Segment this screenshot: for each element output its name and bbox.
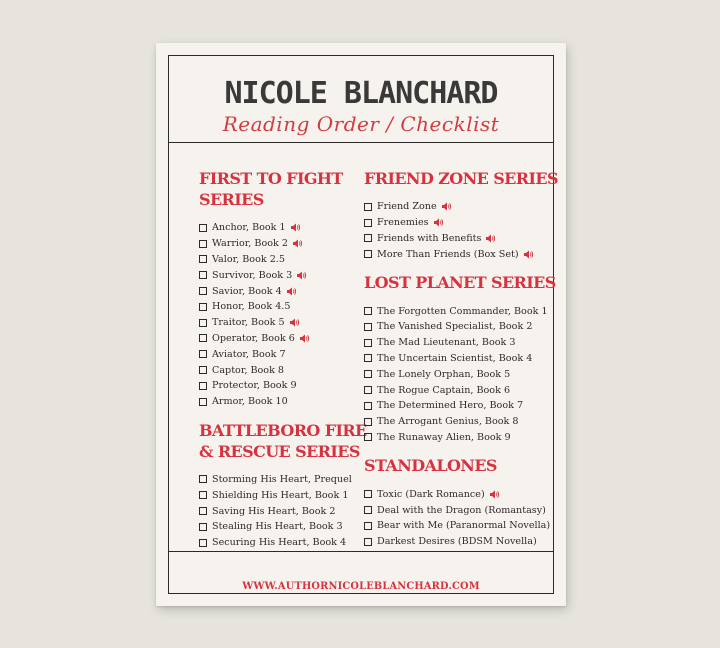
book-list <box>199 472 369 551</box>
book-title: Armor, Book 10 <box>212 396 288 408</box>
header-divider <box>169 142 553 143</box>
book-title: Aviator, Book 7 <box>212 348 286 360</box>
section-gap <box>364 262 564 272</box>
checkbox[interactable] <box>364 219 372 227</box>
series-heading: BATTLEBORO FIRE & RESCUE SERIES <box>199 420 367 461</box>
checkbox[interactable] <box>364 203 372 211</box>
book-item <box>364 414 564 430</box>
checkbox[interactable] <box>364 522 372 530</box>
book-title: Honor, Book 4.5 <box>212 301 291 313</box>
left-column <box>199 168 369 551</box>
book-list <box>364 199 564 262</box>
checkbox[interactable] <box>364 433 372 441</box>
checkbox[interactable] <box>364 250 372 258</box>
checkbox[interactable] <box>364 386 372 394</box>
author-name-title: NICOLE BLANCHARD <box>224 76 498 111</box>
series-heading: FIRST TO FIGHT SERIES <box>199 169 343 209</box>
checkbox[interactable] <box>364 538 372 546</box>
book-item <box>199 362 369 378</box>
checkbox[interactable] <box>199 475 207 483</box>
checkbox[interactable] <box>199 271 207 279</box>
footer-divider <box>169 551 553 552</box>
book-list <box>364 486 564 549</box>
book-title: Saving His Heart, Book 2 <box>212 505 336 517</box>
speaker-icon <box>300 334 310 343</box>
book-item <box>199 315 369 331</box>
checkbox[interactable] <box>364 354 372 362</box>
book-item <box>364 486 564 502</box>
checkbox[interactable] <box>199 350 207 358</box>
book-title: The Mad Lieutenant, Book 3 <box>377 337 516 349</box>
book-item <box>199 267 369 283</box>
book-item <box>364 231 564 247</box>
card-frame <box>168 55 558 594</box>
checkbox[interactable] <box>364 490 372 498</box>
book-title: The Runaway Alien, Book 9 <box>377 431 511 443</box>
speaker-icon <box>287 287 297 296</box>
book-title: Captor, Book 8 <box>212 364 285 376</box>
book-title: The Lonely Orphan, Book 5 <box>377 368 511 380</box>
book-item <box>199 378 369 394</box>
book-item <box>199 331 369 347</box>
checkbox[interactable] <box>199 224 207 232</box>
book-item <box>364 246 564 262</box>
book-item <box>364 351 564 367</box>
book-title: Toxic (Dark Romance) <box>377 488 485 500</box>
checkbox[interactable] <box>199 334 207 342</box>
book-item <box>364 502 564 518</box>
book-item <box>199 346 369 362</box>
reading-order-card <box>156 43 566 606</box>
book-title: Survivor, Book 3 <box>212 269 293 281</box>
book-title: Warrior, Book 2 <box>212 238 288 250</box>
book-title: Operator, Book 6 <box>212 332 295 344</box>
book-item <box>364 430 564 446</box>
book-title: Protector, Book 9 <box>212 380 297 392</box>
book-item <box>364 518 564 534</box>
series-heading: LOST PLANET SERIES <box>364 273 556 293</box>
book-title: Friends with Benefits <box>377 232 482 244</box>
book-title: The Forgotten Commander, Book 1 <box>377 305 548 317</box>
book-title: Deal with the Dragon (Romantasy) <box>377 504 546 516</box>
book-item <box>199 283 369 299</box>
checkbox[interactable] <box>364 339 372 347</box>
book-item <box>364 382 564 398</box>
section-gap <box>364 445 564 455</box>
speaker-icon <box>297 271 307 280</box>
checkbox[interactable] <box>199 303 207 311</box>
book-title: The Vanished Specialist, Book 2 <box>377 321 533 333</box>
checkbox[interactable] <box>199 523 207 531</box>
book-item <box>199 535 369 551</box>
book-item <box>199 503 369 519</box>
book-item <box>199 252 369 268</box>
website-link[interactable]: WWW.AUTHORNICOLEBLANCHARD.COM <box>242 581 480 592</box>
book-item <box>199 299 369 315</box>
speaker-icon <box>293 239 303 248</box>
checkbox[interactable] <box>364 234 372 242</box>
book-title: Storming His Heart, Prequel <box>212 473 352 485</box>
checkbox[interactable] <box>364 418 372 426</box>
book-item <box>199 394 369 410</box>
book-item <box>364 199 564 215</box>
book-title: Savior, Book 4 <box>212 285 282 297</box>
book-item <box>364 534 564 550</box>
book-title: Bear with Me (Paranormal Novella) <box>377 520 551 532</box>
checkbox[interactable] <box>364 402 372 410</box>
checkbox[interactable] <box>199 507 207 515</box>
checklist-subtitle: Reading Order / Checklist <box>222 112 500 136</box>
checkbox[interactable] <box>199 398 207 406</box>
book-item <box>364 366 564 382</box>
book-title: Valor, Book 2.5 <box>212 253 285 265</box>
speaker-icon <box>486 234 496 243</box>
book-item <box>199 487 369 503</box>
speaker-icon <box>490 490 500 499</box>
speaker-icon <box>290 318 300 327</box>
book-title: The Rogue Captain, Book 6 <box>377 384 511 396</box>
checkbox[interactable] <box>199 319 207 327</box>
speaker-icon <box>291 223 301 232</box>
book-item <box>199 519 369 535</box>
book-item <box>199 236 369 252</box>
speaker-icon <box>442 202 452 211</box>
checkbox[interactable] <box>364 506 372 514</box>
book-list <box>364 303 564 445</box>
book-item <box>364 335 564 351</box>
checkbox[interactable] <box>199 255 207 263</box>
checkbox[interactable] <box>364 370 372 378</box>
book-title: Darkest Desires (BDSM Novella) <box>377 536 537 548</box>
book-title: The Determined Hero, Book 7 <box>377 400 524 412</box>
checkbox[interactable] <box>199 539 207 547</box>
book-item <box>364 398 564 414</box>
book-item <box>364 215 564 231</box>
checkbox[interactable] <box>364 307 372 315</box>
book-item <box>364 319 564 335</box>
book-item <box>199 220 369 236</box>
book-title: The Arrogant Genius, Book 8 <box>377 416 519 428</box>
speaker-icon <box>524 250 534 259</box>
checkbox[interactable] <box>199 240 207 248</box>
right-column <box>364 168 564 550</box>
checkbox[interactable] <box>199 366 207 374</box>
book-title: Shielding His Heart, Book 1 <box>212 489 349 501</box>
series-heading: FRIEND ZONE SERIES <box>364 169 558 188</box>
book-title: Traitor, Book 5 <box>212 317 285 329</box>
book-item <box>199 472 369 488</box>
book-item <box>364 303 564 319</box>
book-title: The Uncertain Scientist, Book 4 <box>377 352 533 364</box>
checkbox[interactable] <box>364 323 372 331</box>
section-gap <box>199 410 369 420</box>
checkbox[interactable] <box>199 491 207 499</box>
checkbox[interactable] <box>199 382 207 390</box>
series-heading: STANDALONES <box>364 456 497 476</box>
book-title: Stealing His Heart, Book 3 <box>212 521 343 533</box>
book-title: Frenemies <box>377 217 429 229</box>
book-list <box>199 220 369 410</box>
book-title: Anchor, Book 1 <box>212 222 286 234</box>
speaker-icon <box>434 218 444 227</box>
book-title: More Than Friends (Box Set) <box>377 248 519 260</box>
checkbox[interactable] <box>199 287 207 295</box>
book-title: Securing His Heart, Book 4 <box>212 537 347 549</box>
book-title: Friend Zone <box>377 201 437 213</box>
